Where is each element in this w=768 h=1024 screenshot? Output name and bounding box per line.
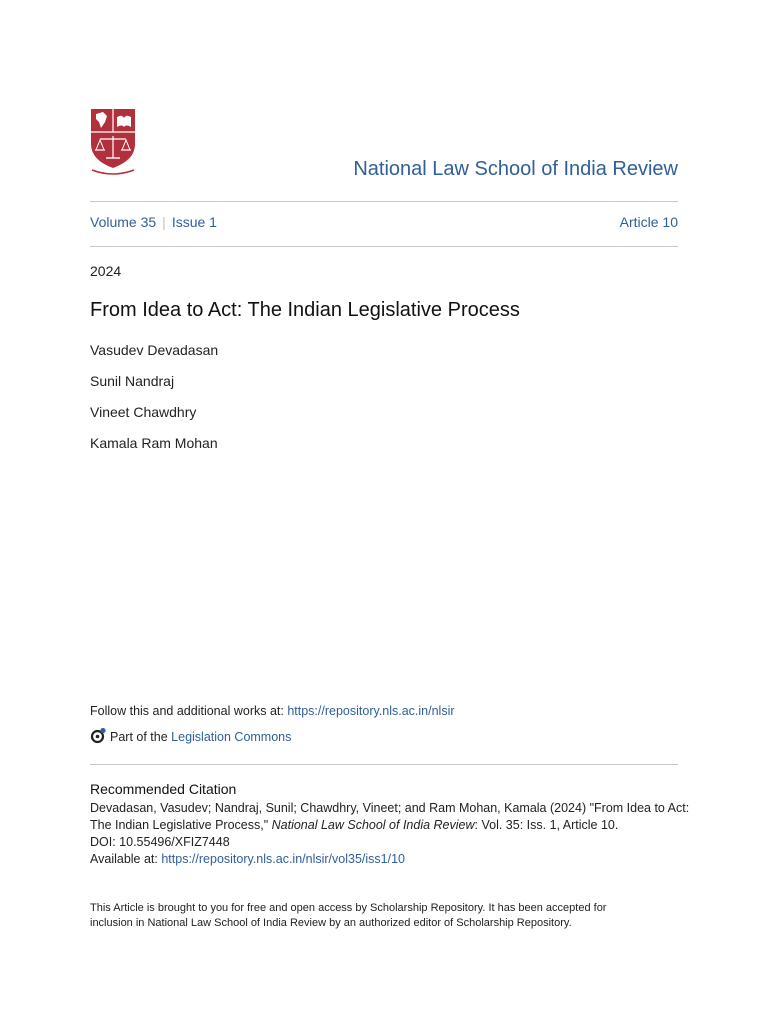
follow-line xyxy=(90,704,455,718)
part-of-prefix: Part of the xyxy=(110,730,168,744)
citation-block xyxy=(90,800,690,868)
repository-link[interactable]: https://repository.nls.ac.in/nlsir xyxy=(287,704,455,718)
issue-link[interactable]: Issue 1 xyxy=(171,214,217,230)
divider xyxy=(90,764,678,765)
article-title: From Idea to Act: The Indian Legislative Process xyxy=(90,299,520,321)
breadcrumb-separator: | xyxy=(162,214,166,230)
journal-title-link[interactable]: National Law School of India Review xyxy=(353,158,678,180)
follow-prefix: Follow this and additional works at: xyxy=(90,704,288,718)
publication-year: 2024 xyxy=(90,263,122,279)
citation-text: : Vol. 35: Iss. 1, Article 10. xyxy=(474,818,619,832)
article-url-link[interactable]: https://repository.nls.ac.in/nlsir/vol35/iss1/10 xyxy=(161,852,405,866)
author-name: Vasudev Devadasan xyxy=(90,342,219,358)
citation-available xyxy=(90,851,690,868)
nls-crest-icon xyxy=(88,106,138,178)
citation-line xyxy=(90,817,690,834)
citation-text: The Indian Legislative Process," xyxy=(90,818,272,832)
issue-breadcrumb xyxy=(90,214,217,230)
divider xyxy=(90,246,678,247)
author-name: Vineet Chawdhry xyxy=(90,404,197,420)
volume-link[interactable]: Volume 35 xyxy=(90,214,157,230)
citation-line: Devadasan, Vasudev; Nandraj, Sunil; Chawdhry, Vineet; and Ram Mohan, Kamala (2024) "From Idea to Act: xyxy=(90,801,690,815)
notice-line: This Article is brought to you for free and open access by Scholarship Repository. It has been accepted for xyxy=(90,902,607,914)
author-name: Kamala Ram Mohan xyxy=(90,435,218,451)
part-of-line xyxy=(90,727,291,747)
network-commons-icon xyxy=(90,727,110,747)
article-number-link[interactable]: Article 10 xyxy=(619,214,678,230)
notice-line: inclusion in National Law School of India Review by an authorized editor of Scholarship Repository. xyxy=(90,917,572,929)
access-notice xyxy=(90,901,690,931)
divider xyxy=(90,201,678,202)
citation-journal: National Law School of India Review xyxy=(271,818,475,832)
available-prefix: Available at: xyxy=(90,852,162,866)
citation-doi: DOI: 10.55496/XFIZ7448 xyxy=(90,835,230,849)
legislation-commons-link[interactable]: Legislation Commons xyxy=(171,730,292,744)
author-name: Sunil Nandraj xyxy=(90,373,175,389)
citation-heading: Recommended Citation xyxy=(90,781,237,797)
